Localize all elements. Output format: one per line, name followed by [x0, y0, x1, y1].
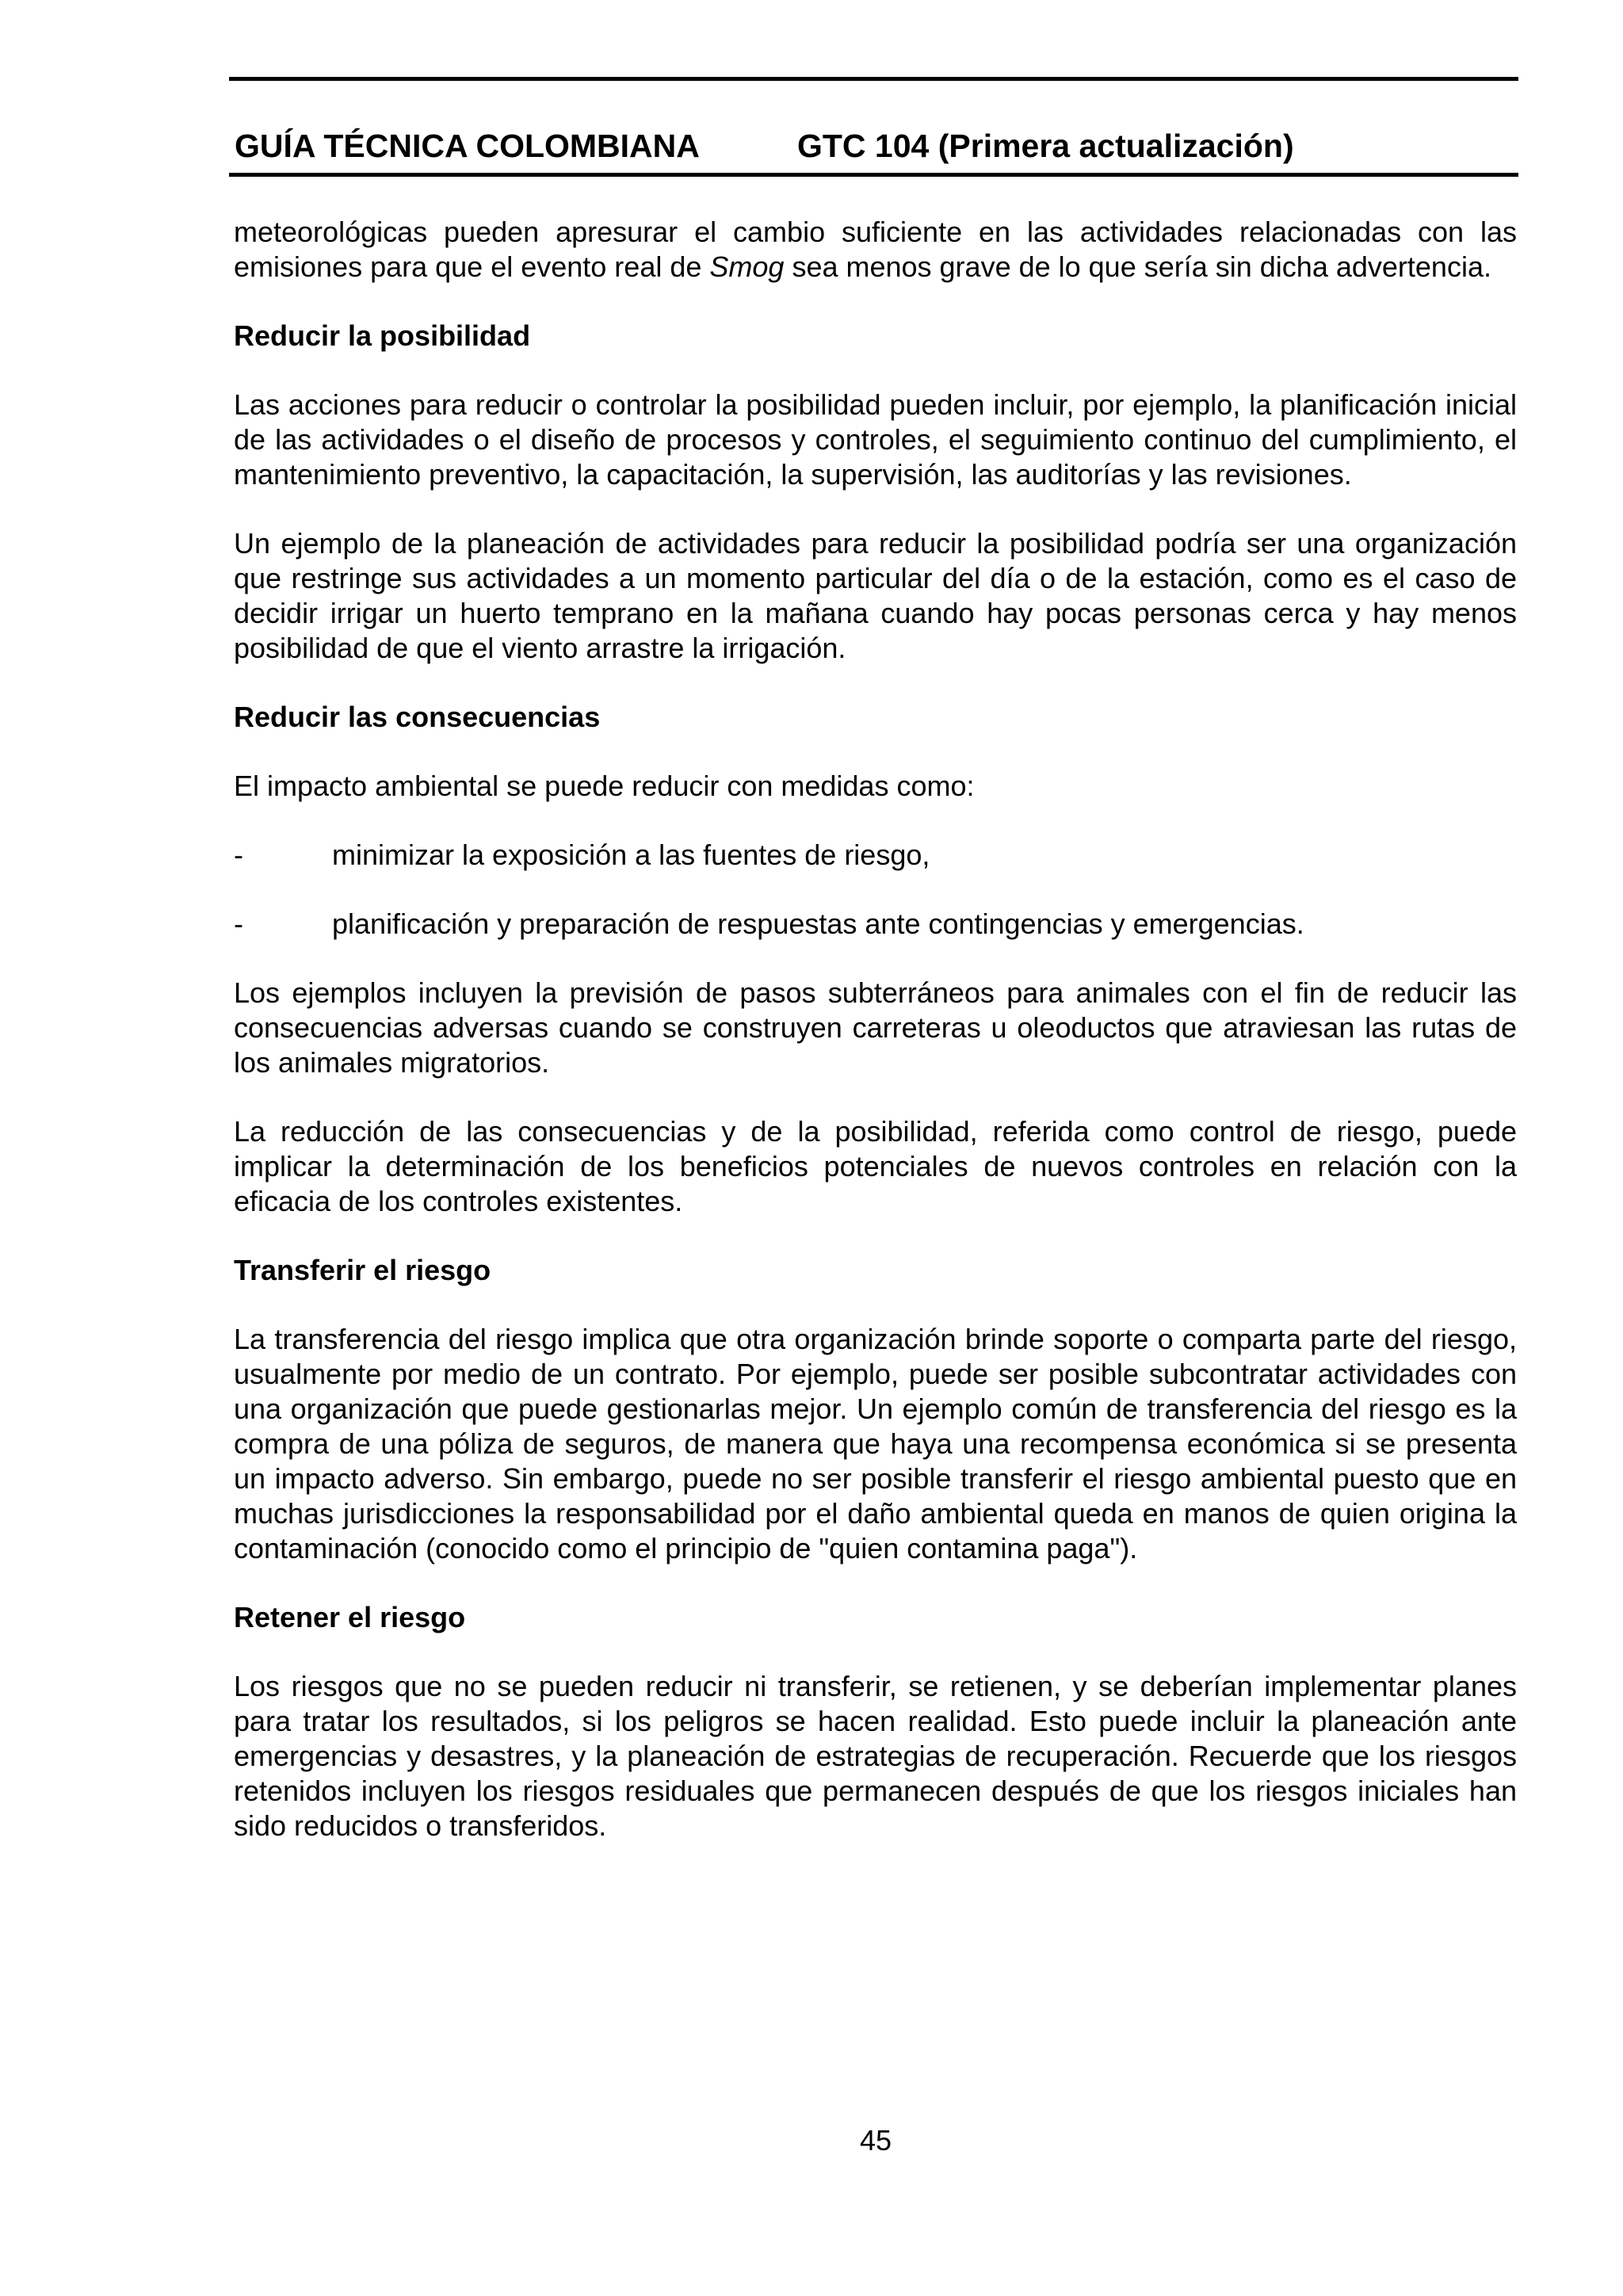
- list-item-text: planificación y preparación de respuestas ante contingencias y emergencias.: [332, 907, 1304, 940]
- emphasized-term-smog: Smog: [709, 250, 785, 283]
- section-heading-reducir-posibilidad: Reducir la posibilidad: [234, 319, 531, 352]
- bullet-dash: -: [234, 907, 243, 940]
- document-code: GTC 104 (Primera actualización): [797, 128, 1294, 164]
- section-heading-reducir-consecuencias: Reducir las consecuencias: [234, 701, 601, 733]
- paragraph: Los ejemplos incluyen la previsión de pasos subterráneos para animales con el fin de reducir las consecuencias adversas cuando se construyen carreteras u oleoductos que atraviesan las rutas de los animales migratorios.: [234, 976, 1517, 1079]
- header-bottom-rule: [229, 173, 1518, 177]
- section-heading-transferir-riesgo: Transferir el riesgo: [234, 1254, 491, 1286]
- paragraph: Los riesgos que no se pueden reducir ni transferir, se retienen, y se deberían implementar planes para tratar los resultados, si los peligros se hacen realidad. Esto puede incluir la planeación ante emergencias y desastres, y la planeación de estrategias de recuperación. Recuerde que los riesgos retenidos incluyen los riesgos residuales que permanecen después de que los riesgos iniciales han sido reducidos o transferidos.: [234, 1670, 1517, 1842]
- header-top-rule: [229, 77, 1518, 81]
- document-series-title: GUÍA TÉCNICA COLOMBIANA: [235, 128, 700, 164]
- paragraph: La reducción de las consecuencias y de la posibilidad, referida como control de riesgo, puede implicar la determinación de los beneficios potenciales de nuevos controles en relación con la eficacia de los controles existentes.: [234, 1115, 1517, 1217]
- paragraph-text: sea menos grave de lo que sería sin dicha advertencia.: [784, 250, 1491, 283]
- paragraph: El impacto ambiental se puede reducir con medidas como:: [234, 770, 975, 802]
- list-item: [234, 838, 1517, 873]
- bullet-dash: -: [234, 839, 243, 871]
- paragraph-intro-continuation: [234, 215, 1517, 285]
- list-item: [234, 907, 1517, 942]
- section-heading-retener-riesgo: Retener el riesgo: [234, 1601, 466, 1633]
- paragraph: La transferencia del riesgo implica que otra organización brinde soporte o comparta parte del riesgo, usualmente por medio de un contrato. Por ejemplo, puede ser posible subcontratar actividades con una organización que puede gestionarlas mejor. Un ejemplo común de transferencia del riesgo es la compra de una póliza de seguros, de manera que haya una recompensa económica si se presenta un impacto adverso. Sin embargo, puede no ser posible transferir el riesgo ambiental puesto que en muchas jurisdicciones la responsabilidad por el daño ambiental queda en manos de quien origina la contaminación (conocido como el principio de "quien contamina paga").: [234, 1323, 1517, 1564]
- paragraph-text: meteorológicas pueden apresurar el cambio suficiente en las actividades relacionadas con las emisiones para que el evento real de: [234, 216, 1517, 283]
- page-number: 45: [859, 2124, 892, 2157]
- paragraph: Un ejemplo de la planeación de actividades para reducir la posibilidad podría ser una organización que restringe sus actividades a un momento particular del día o de la estación, como es el caso de decidir irrigar un huerto temprano en la mañana cuando hay pocas personas cerca y hay menos posibilidad de que el viento arrastre la irrigación.: [234, 527, 1517, 664]
- page-body: [234, 215, 1517, 1878]
- list-item-text: minimizar la exposición a las fuentes de riesgo,: [332, 839, 930, 871]
- paragraph: Las acciones para reducir o controlar la posibilidad pueden incluir, por ejemplo, la planificación inicial de las actividades o el diseño de procesos y controles, el seguimiento continuo del cumplimiento, el mantenimiento preventivo, la capacitación, la supervisión, las auditorías y las revisiones.: [234, 388, 1517, 491]
